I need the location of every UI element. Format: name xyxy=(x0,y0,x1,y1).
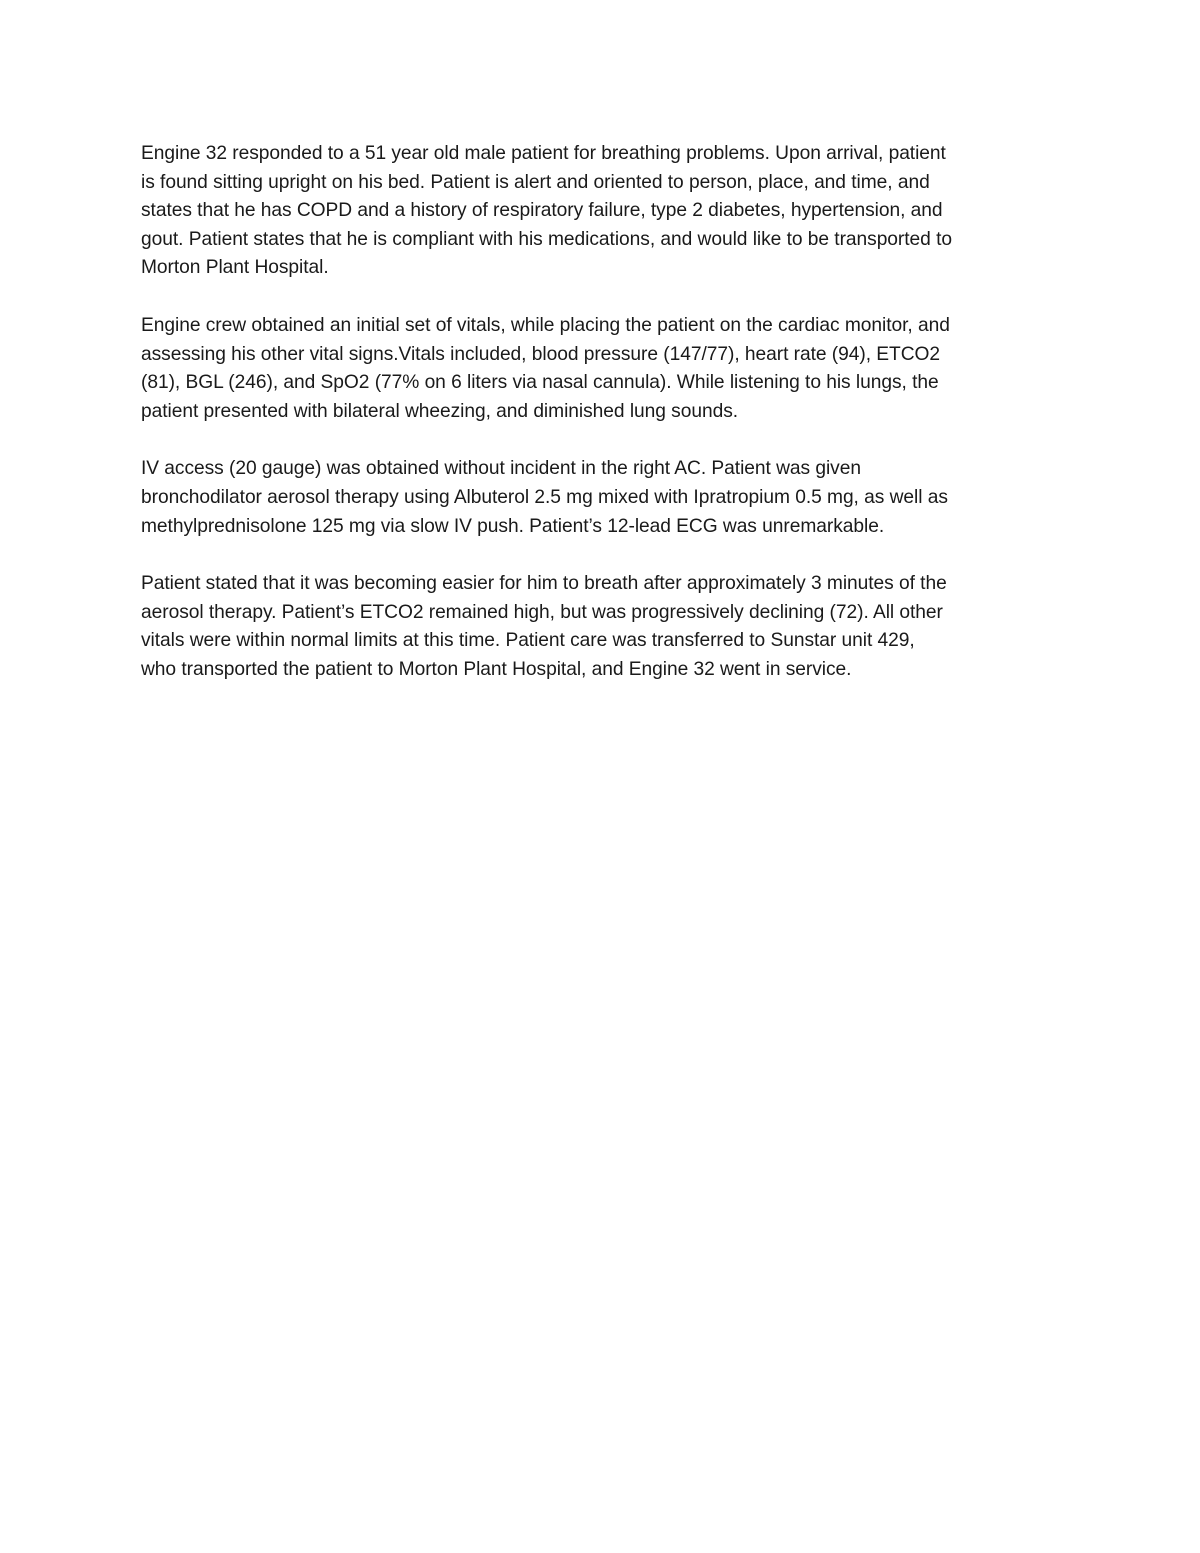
paragraph-treatment: IV access (20 gauge) was obtained without incident in the right AC. Patient was given bronchodilator aerosol therapy using Albuterol 2.5 mg mixed with Ipratropium 0.5 mg, as well as methylprednisolone 125 mg via slow IV push. Patient’s 12-lead ECG was unremarkable. xyxy=(141,458,948,537)
paragraph-call-summary: Engine 32 responded to a 51 year old male patient for breathing problems. Upon arrival, patient is found sitting upright on his bed. Patient is alert and oriented to person, place, and time, and states that he has COPD and a history of respiratory failure, type 2 diabetes, hypertension, and gout. Patient states that he is compliant with his medications, and would like to be transported to Morton Plant Hospital. xyxy=(141,143,952,279)
paragraph-outcome: Patient stated that it was becoming easier for him to breath after approximately 3 minutes of the aerosol therapy. Patient’s ETCO2 remained high, but was progressively declining (72). All other vitals were within normal limits at this time. Patient care was transferred to Sunstar unit 429, who transported the patient to Morton Plant Hospital, and Engine 32 went in service. xyxy=(141,573,947,680)
paragraph-vitals: Engine crew obtained an initial set of vitals, while placing the patient on the cardiac monitor, and assessing his other vital signs.Vitals included, blood pressure (147/77), heart rate (94), ETCO2 (81), BGL (246), and SpO2 (77% on 6 liters via nasal cannula). While listening to his lungs, the patient presented with bilateral wheezing, and diminished lung sounds. xyxy=(141,314,950,422)
document-body xyxy=(141,140,1071,714)
